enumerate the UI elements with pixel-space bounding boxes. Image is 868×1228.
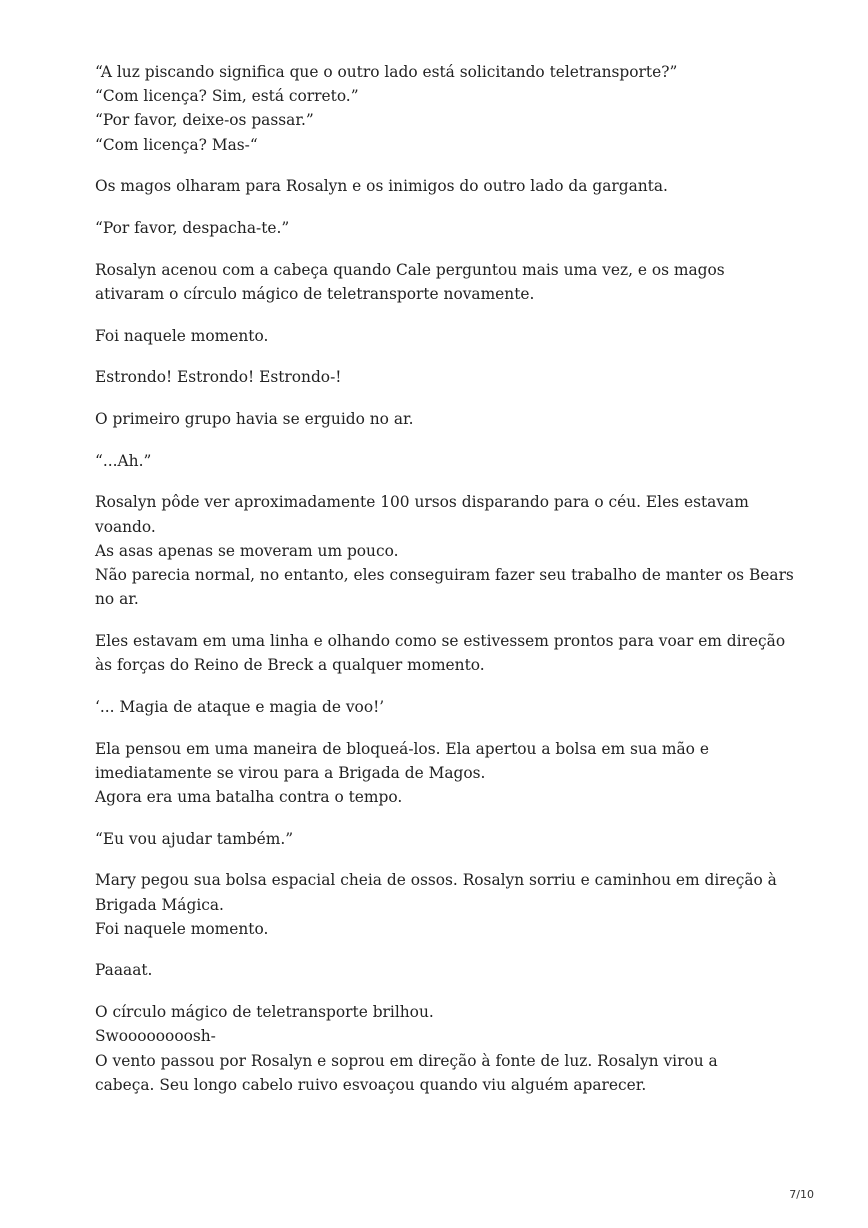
text-line: ‘... Magia de ataque e magia de voo!’	[95, 697, 385, 716]
paragraph	[95, 60, 785, 157]
paragraph	[95, 737, 785, 810]
paragraph	[95, 324, 785, 348]
paragraph	[95, 695, 785, 719]
text-line: “Eu vou ajudar também.”	[95, 829, 294, 848]
text-line: As asas apenas se moveram um pouco.	[95, 541, 399, 560]
paragraph	[95, 216, 785, 240]
text-line: O primeiro grupo havia se erguido no ar.	[95, 410, 414, 429]
text-line: O círculo mágico de teletransporte brilhou.	[95, 1003, 434, 1022]
text-line: Eles estavam em uma linha e olhando como se estivessem prontos para voar em direção	[95, 631, 786, 650]
text-line: “...Ah.”	[95, 451, 152, 470]
paragraph	[95, 868, 785, 941]
paragraph	[95, 407, 785, 431]
text-line: Swoooooooosh-	[95, 1027, 216, 1046]
text-line: Foi naquele momento.	[95, 326, 269, 345]
text-line: Foi naquele momento.	[95, 919, 269, 938]
text-line: “Com licença? Sim, está correto.”	[95, 87, 359, 106]
paragraph	[95, 174, 785, 198]
paragraph	[95, 258, 785, 306]
text-line: imediatamente se virou para a Brigada de Magos.	[95, 763, 486, 782]
text-line: Rosalyn pôde ver aproximadamente 100 ursos disparando para o céu. Eles estavam	[95, 493, 749, 512]
text-line: Rosalyn acenou com a cabeça quando Cale perguntou mais uma vez, e os magos	[95, 260, 725, 279]
document-body	[95, 60, 794, 1115]
paragraph	[95, 1000, 785, 1097]
text-line: Os magos olharam para Rosalyn e os inimigos do outro lado da garganta.	[95, 177, 668, 196]
paragraph	[95, 449, 785, 473]
text-line: “Com licença? Mas-“	[95, 135, 258, 154]
text-line: cabeça. Seu longo cabelo ruivo esvoaçou quando viu alguém aparecer.	[95, 1075, 647, 1094]
page-number: 7/10	[789, 1188, 814, 1201]
text-line: no ar.	[95, 590, 139, 609]
text-line: “A luz piscando significa que o outro lado está solicitando teletransporte?”	[95, 63, 678, 81]
text-line: “Por favor, deixe-os passar.”	[95, 111, 314, 130]
text-line: ativaram o círculo mágico de teletransporte novamente.	[95, 284, 535, 303]
paragraph	[95, 629, 785, 677]
text-line: Paaaat.	[95, 961, 153, 980]
paragraph	[95, 827, 785, 851]
text-line: voando.	[95, 517, 156, 536]
paragraph	[95, 490, 794, 611]
text-line: Ela pensou em uma maneira de bloqueá-los. Ela apertou a bolsa em sua mão e	[95, 739, 709, 758]
text-line: O vento passou por Rosalyn e soprou em direção à fonte de luz. Rosalyn virou a	[95, 1051, 718, 1070]
paragraph	[95, 958, 785, 982]
text-line: Agora era uma batalha contra o tempo.	[95, 787, 403, 806]
text-line: Mary pegou sua bolsa espacial cheia de ossos. Rosalyn sorriu e caminhou em direção à	[95, 871, 777, 890]
text-line: Não parecia normal, no entanto, eles conseguiram fazer seu trabalho de manter os Bears	[95, 566, 794, 585]
text-line: às forças do Reino de Breck a qualquer momento.	[95, 656, 485, 675]
text-line: Estrondo! Estrondo! Estrondo-!	[95, 368, 342, 387]
text-line: “Por favor, despacha-te.”	[95, 219, 290, 238]
paragraph	[95, 365, 785, 389]
text-line: Brigada Mágica.	[95, 895, 224, 914]
